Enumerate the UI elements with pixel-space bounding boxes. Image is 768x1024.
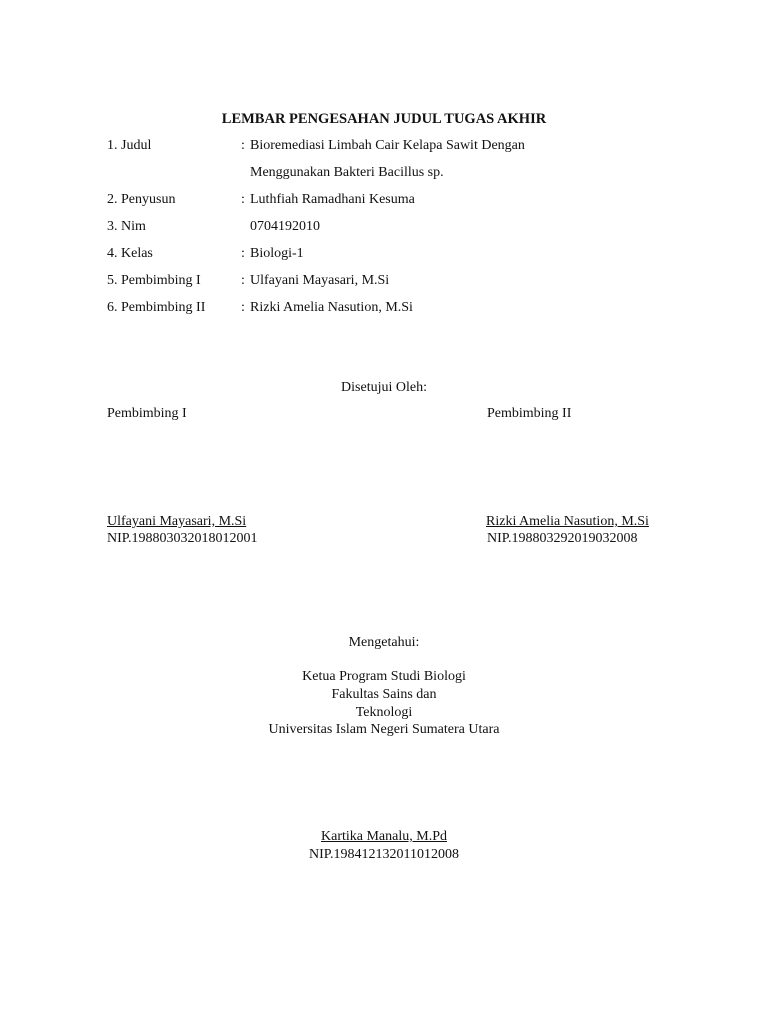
document-title: LEMBAR PENGESAHAN JUDUL TUGAS AKHIR	[221, 111, 547, 127]
field-label-pembimbing-1: 5. Pembimbing I	[107, 273, 201, 288]
field-value-pembimbing-1: Ulfayani Mayasari, M.Si	[250, 273, 390, 288]
acknowledge-line-3: Teknologi	[355, 705, 413, 720]
field-label-penyusun: 2. Penyusun	[107, 192, 176, 207]
approval-right-name: Rizki Amelia Nasution, M.Si	[486, 514, 649, 529]
field-colon-pembimbing-2: :	[241, 300, 245, 315]
approval-left-nip: NIP.198803032018012001	[107, 531, 258, 546]
acknowledge-line-2: Fakultas Sains dan	[331, 687, 437, 702]
field-value-kelas: Biologi-1	[250, 246, 304, 261]
approval-left-role: Pembimbing I	[107, 406, 187, 421]
acknowledge-signer-name-wrap	[0, 828, 768, 846]
field-value-judul-line2: Menggunakan Bakteri Bacillus sp.	[250, 165, 444, 180]
field-label-pembimbing-2: 6. Pembimbing II	[107, 300, 206, 315]
field-colon-pembimbing-1: :	[241, 273, 245, 288]
acknowledge-signer-nip: NIP.198412132011012008	[309, 847, 459, 862]
field-label-kelas: 4. Kelas	[107, 246, 153, 261]
acknowledge-line-4: Universitas Islam Negeri Sumatera Utara	[268, 722, 500, 737]
field-value-judul: Bioremediasi Limbah Cair Kelapa Sawit Dengan	[250, 138, 525, 153]
field-colon-kelas: :	[241, 246, 245, 261]
field-colon-judul: :	[241, 138, 245, 153]
approval-right-nip: NIP.198803292019032008	[487, 531, 638, 546]
acknowledge-heading: Mengetahui:	[348, 635, 420, 650]
field-value-nim: 0704192010	[250, 219, 320, 234]
acknowledge-line-1: Ketua Program Studi Biologi	[302, 669, 466, 684]
field-value-pembimbing-2: Rizki Amelia Nasution, M.Si	[250, 300, 413, 315]
approval-left-name: Ulfayani Mayasari, M.Si	[107, 514, 247, 529]
field-colon-penyusun: :	[241, 192, 245, 207]
field-label-judul: 1. Judul	[107, 138, 152, 153]
approval-right-role: Pembimbing II	[487, 406, 572, 421]
field-value-penyusun: Luthfiah Ramadhani Kesuma	[250, 192, 415, 207]
approval-heading: Disetujui Oleh:	[341, 380, 427, 395]
acknowledge-signer-name: Kartika Manalu, M.Pd	[321, 829, 447, 844]
field-label-nim: 3. Nim	[107, 219, 146, 234]
